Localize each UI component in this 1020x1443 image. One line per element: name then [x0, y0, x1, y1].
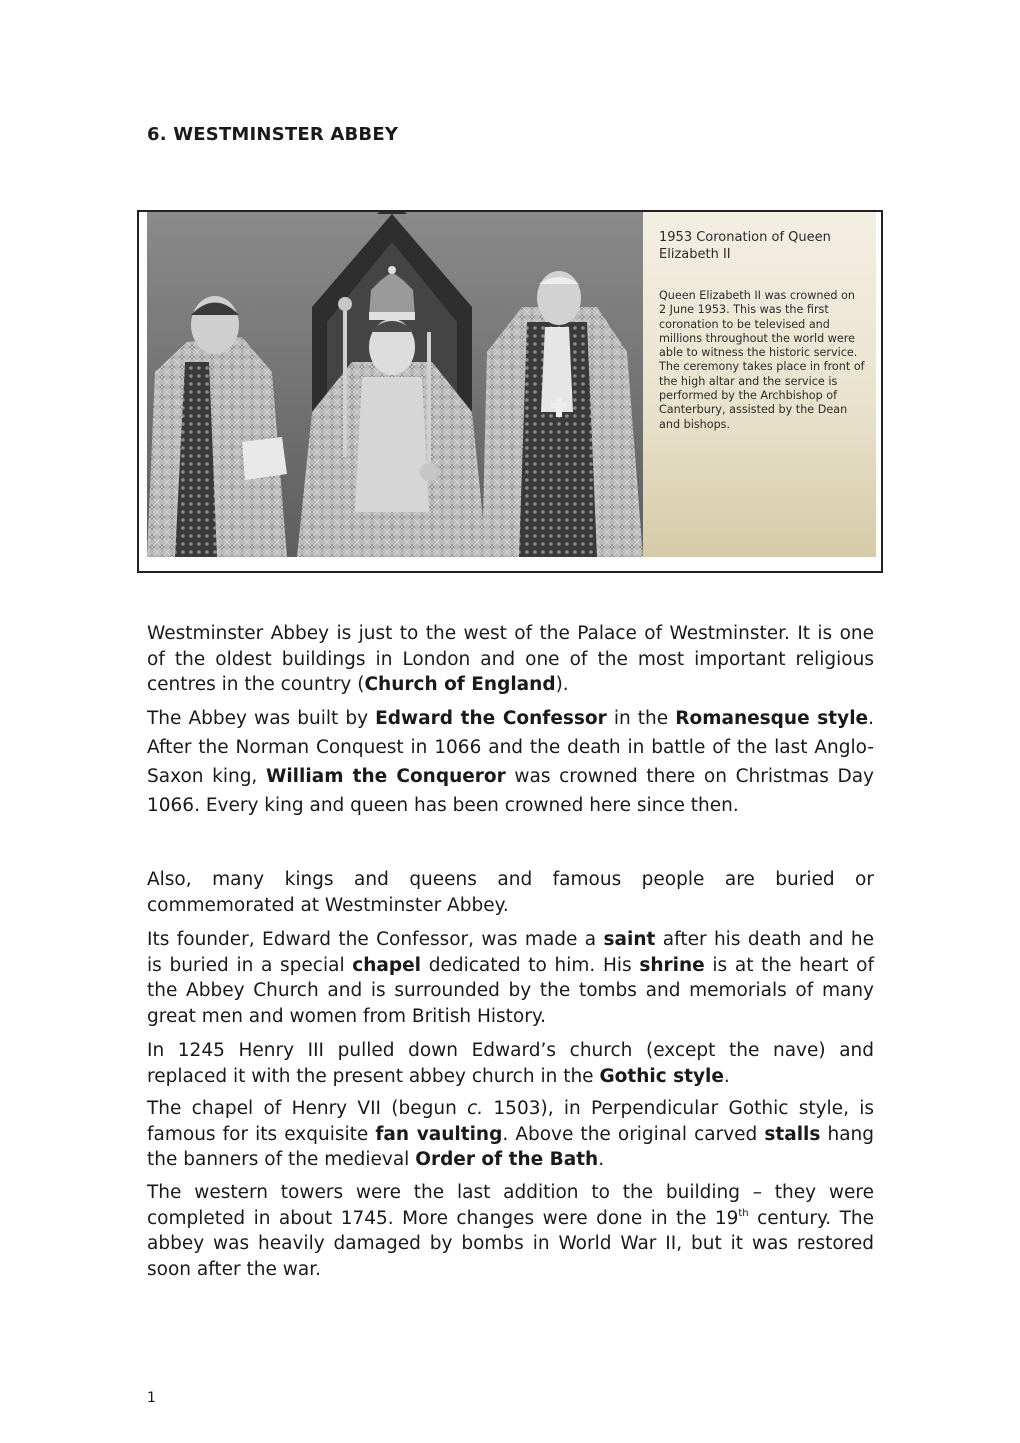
text-run: 1503), in Perpendicular Gothic style, is famous for its exquisite — [147, 1098, 874, 1145]
paragraph-burials — [147, 867, 874, 918]
paragraph-towers — [147, 1180, 874, 1282]
text-run: Its founder, Edward the Confessor, was made a — [147, 929, 604, 950]
caption-title: 1953 Coronation of Queen Elizabeth II — [659, 230, 831, 262]
bold-term: Gothic style — [599, 1065, 724, 1087]
coronation-photo-illustration — [147, 212, 643, 557]
paragraph-history — [147, 704, 874, 820]
bold-term: Church of England — [364, 674, 556, 695]
paragraph-intro — [147, 621, 874, 698]
bold-term: fan vaulting — [375, 1123, 503, 1145]
coronation-photo — [147, 212, 643, 557]
caption-text: Queen Elizabeth II was crowned on 2 June 1953. This was the first coronation to be televised and millions throughout the world were able to witness the historic service. The ceremony takes place in front of the high altar and the service is performed by the Archbishop of Canterbury, assisted by the Dean and bishops. — [659, 289, 865, 431]
page-heading: 6. WESTMINSTER ABBEY — [147, 124, 399, 145]
text-run: . Above the original carved — [502, 1123, 765, 1145]
bold-term: William the Conqueror — [265, 766, 506, 787]
paragraph-henry-vii — [147, 1096, 874, 1173]
paragraph-henry-iii — [147, 1038, 874, 1089]
text-run: Also, many kings and queens and famous people are buried or commemorated at Westminster Abbey. — [147, 869, 874, 916]
bold-term: chapel — [352, 954, 422, 976]
text-run: The chapel of Henry VII (begun — [147, 1098, 468, 1119]
superscript: th — [738, 1207, 749, 1219]
text-run: was crowned there on Christmas Day 1066. Every king and queen has been crowned here since then. — [147, 766, 874, 816]
text-run: ). — [555, 674, 569, 695]
bold-term: Romanesque style — [675, 708, 869, 729]
text-run: in the — [606, 708, 676, 729]
bold-term: Edward the Confessor — [375, 708, 607, 729]
text-run: dedicated to him. His — [421, 954, 640, 976]
text-run: . After the Norman Conquest in 1066 and the death in battle of the last Anglo-Saxon king, — [147, 708, 874, 787]
caption-panel — [643, 212, 876, 557]
text-run: The western towers were the last addition to the building – they were completed in about 1745. More changes were done in the 19 — [147, 1182, 874, 1229]
text-run: Westminster Abbey is just to the west of the Palace of Westminster. It is one of the oldest buildings in London and one of the most important religious centres in the country ( — [147, 623, 874, 695]
text-run: century. The abbey was heavily damaged by bombs in World War II, but it was restored soon after the war. — [147, 1207, 874, 1280]
text-run: hang the banners of the medieval — [147, 1123, 875, 1170]
italic-term: c. — [467, 1098, 484, 1119]
text-run: . — [598, 1149, 605, 1170]
text-run: . — [723, 1065, 730, 1087]
bold-term: shrine — [639, 954, 705, 976]
bold-term: Order of the Bath — [415, 1149, 599, 1170]
text-run: The Abbey was built by — [147, 708, 376, 729]
text-run: after his death and he is buried in a special — [147, 929, 874, 976]
paragraph-founder — [147, 927, 874, 1029]
page-number: 1 — [147, 1390, 156, 1406]
bold-term: saint — [603, 929, 656, 950]
text-run: is at the heart of the Abbey Church and is surrounded by the tombs and memorials of many great men and women from British History. — [147, 954, 874, 1027]
text-run: In 1245 Henry III pulled down Edward’s church (except the nave) and replaced it with the present abbey church in the — [147, 1040, 874, 1087]
bold-term: stalls — [764, 1123, 821, 1145]
figure-frame — [137, 210, 883, 573]
